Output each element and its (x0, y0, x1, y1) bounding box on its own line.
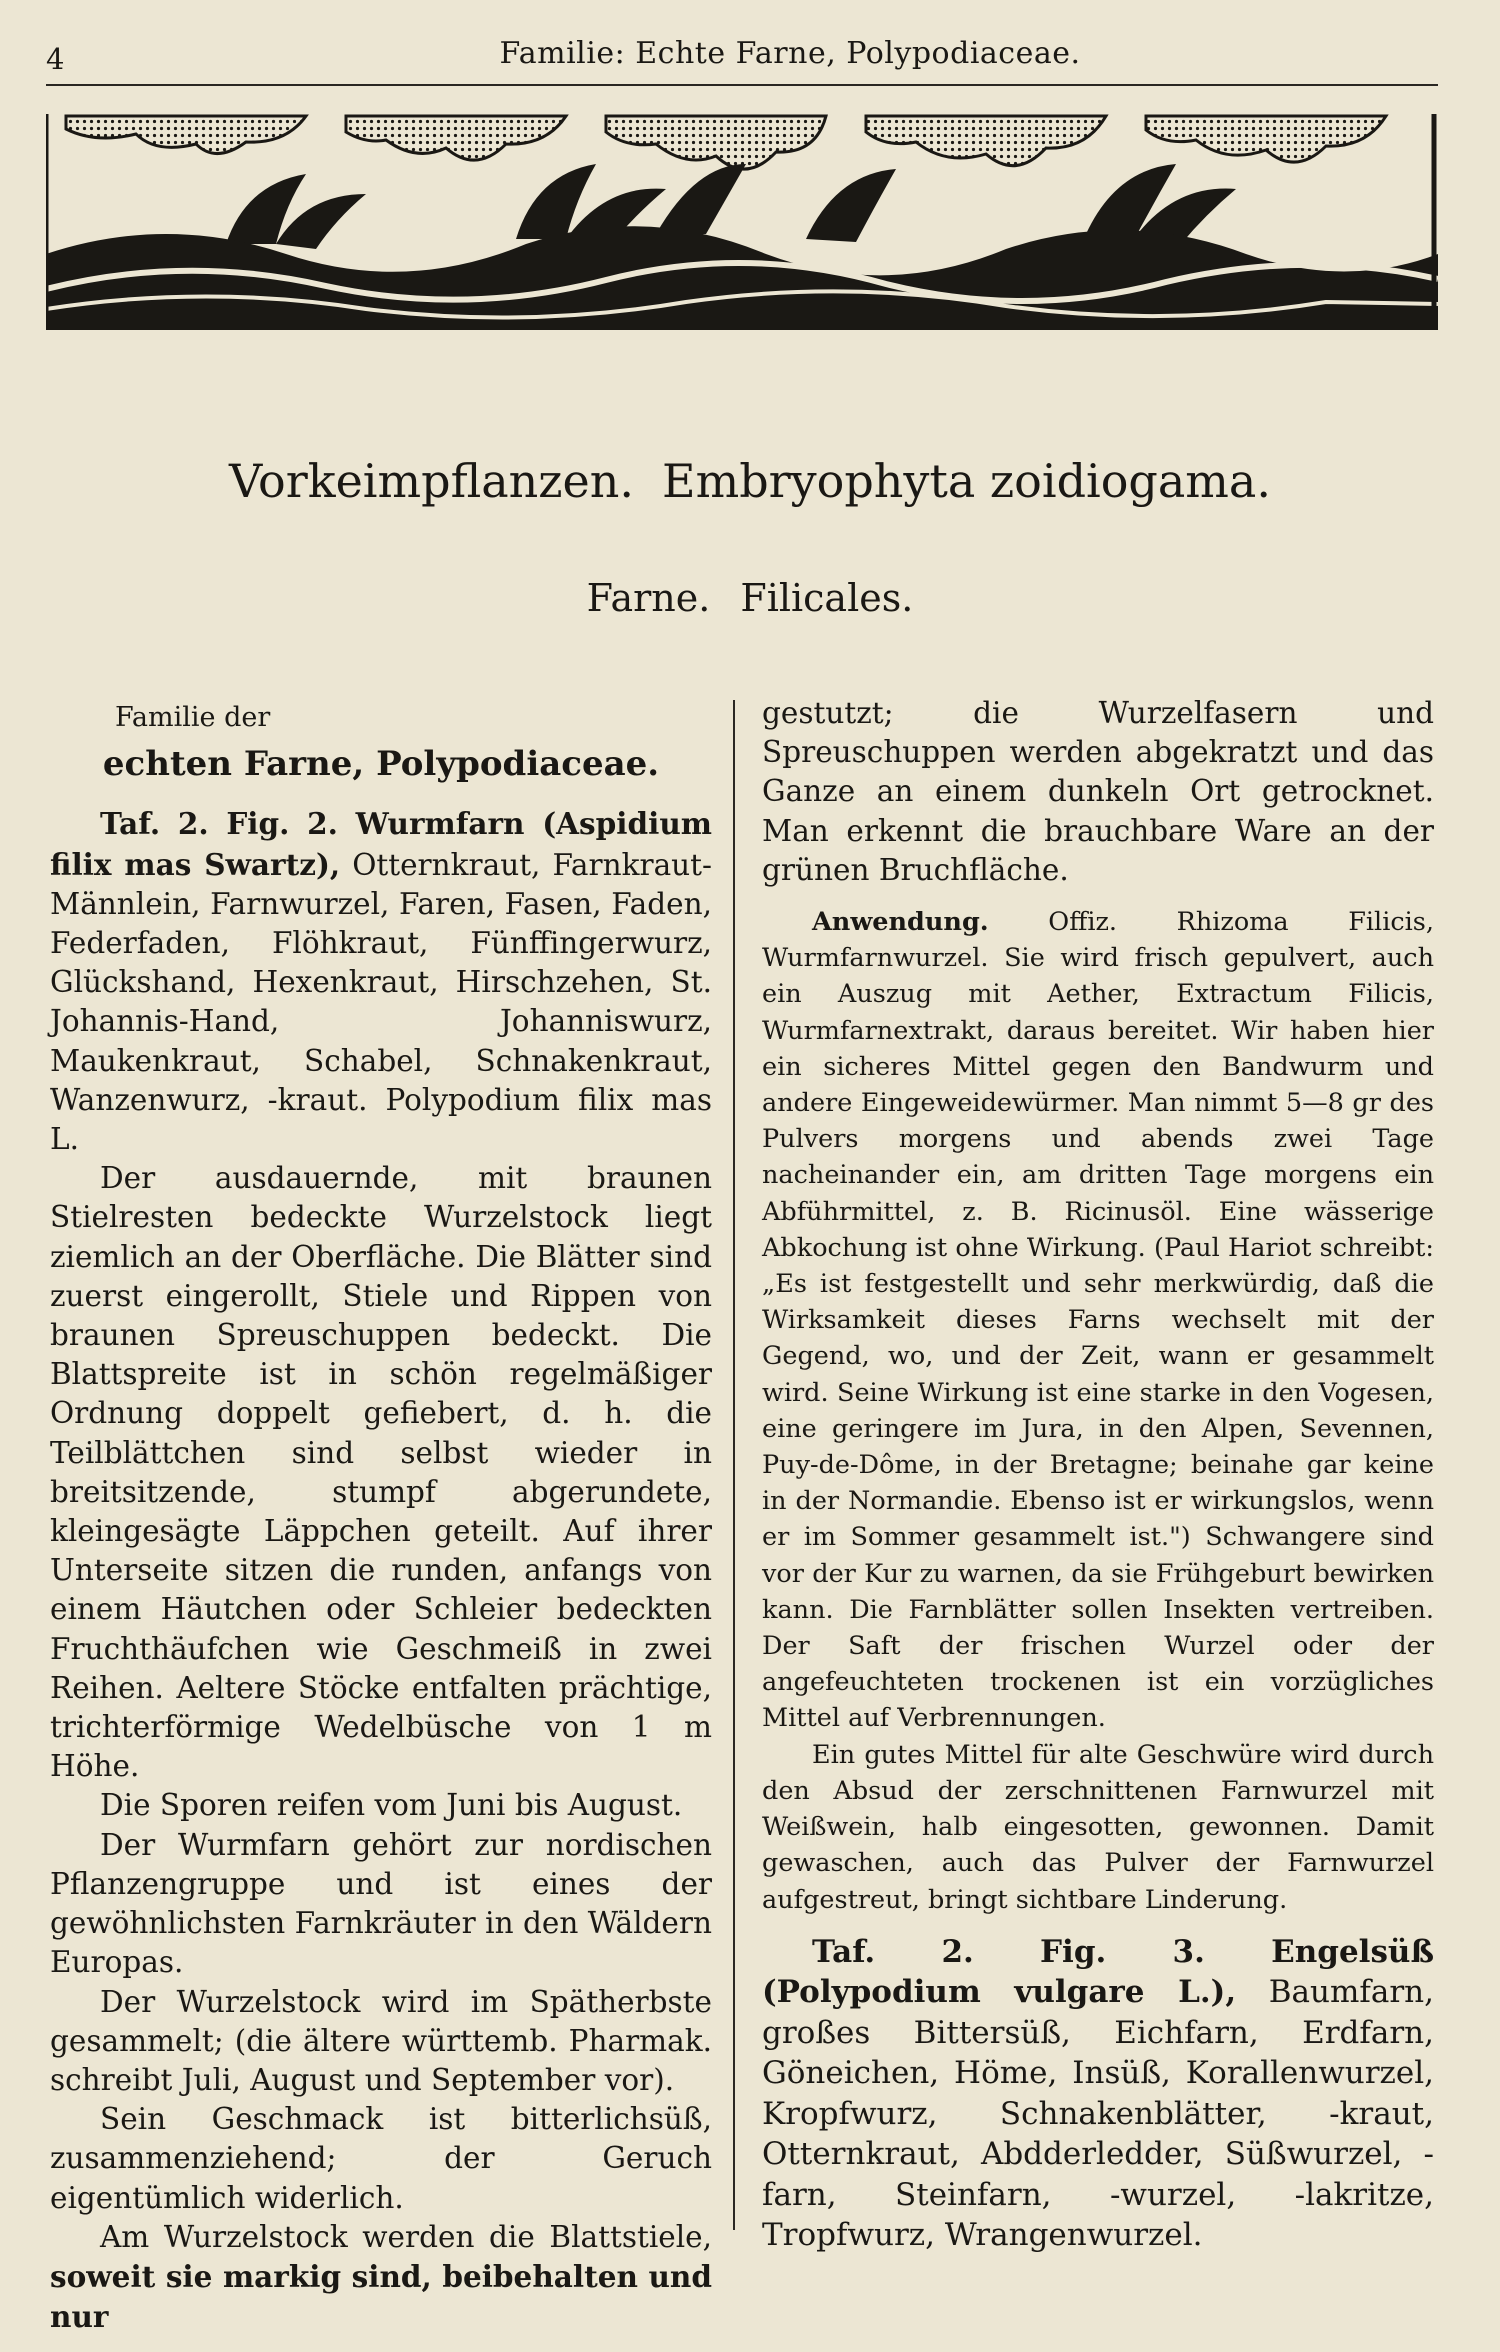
order-title (0, 576, 1500, 620)
paragraph-part: Am Wurzelstock werden die Blattstiele, (100, 2219, 712, 2254)
running-head: Familie: Echte Farne, Polypodiaceae. (499, 36, 1081, 71)
paragraph: Die Sporen reifen vom Juni bis August. (100, 1788, 683, 1823)
paragraph-body: Offiz. Rhizoma Filicis, Wurmfarnwurzel. Sie wird frisch gepulvert, auch ein Auszug mit Aether, Extractum Filicis, Wurmfarnextrakt, daraus bereitet. Wir haben hier ein sicheres Mittel gegen den Bandwurm und andere Eingeweidewürmer. Man nimmt 5—8 gr des Pulvers morgens und abends zwei Tage nacheinander ein, am dritten Tage morgens ein Abführmittel, z. B. Ricinusöl. Eine wässerige Abkochung ist ohne Wirkung. (Paul Hariot schreibt: „Es ist festgestellt und sehr merkwürdig, daß die Wirksamkeit dieses Farns wechselt mit der Gegend, wo, und der Zeit, wann er gesammelt wird. Seine Wirkung ist eine starke in den Vogesen, eine geringere im Jura, in den Alpen, Sevennen, Puy-de-Dôme, in der Bretagne; beinahe gar keine in der Normandie. Ebenso ist er wirkungslos, wenn er im Sommer gesammelt ist.") Schwangere sind vor der Kur zu warnen, da sie Frühgeburt bewirken kann. Die Farnblätter sollen Insekten vertreiben. Der Saft der frischen Wurzel oder der angefeuchteten trockenen ist ein vorzügliches Mittel auf Verbrennungen. (762, 907, 1434, 1734)
entry-ref-engelsuess: Taf. 2. Fig. 3. Engelsüß (Polypodium vulgare L.), (762, 1933, 1434, 2011)
paragraph-bold-part: soweit sie markig sind, beibehalten und nur (50, 2258, 712, 2335)
entry-engelsuess (762, 1932, 1434, 2256)
page-number: 4 (46, 42, 65, 76)
paragraph-anwendung (762, 904, 1434, 1737)
paragraph: Der Wurzelstock wird im Spätherbste gesammelt; (die ältere württemb. Pharmak. schreibt Juli, August und September vor). (50, 1984, 712, 2097)
section-title (0, 454, 1500, 508)
order-title-german: Farne. (586, 576, 711, 620)
entry-text-wurmfarn: Otternkraut, Farnkraut-Männlein, Farnwurzel, Faren, Fasen, Faden, Federfaden, Flöhkraut, Fünffingerwurz, Glückshand, Hexenkraut, Hirschzehen, St. Johannis-Hand, Johanniswurz, Maukenkraut, Schabel, Schnakenkraut, Wanzenwurz, -kraut. Polypodium filix mas L. (50, 847, 712, 1157)
paragraph: Sein Geschmack ist bitterlichsüß, zusammenziehend; der Geruch eigentümlich widerlich. (50, 2102, 712, 2215)
paragraph: gestutzt; die Wurzelfasern und Spreuschuppen werden abgekratzt und das Ganze an einem dunkeln Ort getrocknet. Man erkennt die brauchbare Ware an der grünen Bruchfläche. (762, 696, 1434, 887)
right-column (762, 694, 1434, 2256)
paragraph: Der Wurmfarn gehört zur nordischen Pflanzengruppe und ist eines der gewöhnlichsten Farnkräuter in den Wäldern Europas. (50, 1827, 712, 1980)
family-name: echten Farne, Polypodiaceae. (102, 744, 660, 785)
paragraph-head: Anwendung. (812, 907, 989, 938)
family-label: Familie der (115, 702, 271, 733)
entry-text-engelsuess: Baumfarn, großes Bittersüß, Eichfarn, Erdfarn, Göneichen, Höme, Insüß, Korallenwurzel, Kropfwurz, Schnakenblätter, -kraut, Otternkraut, Abdderledder, Süßwurzel, -farn, Steinfarn, -wurzel, -lakritze, Tropfwurz, Wrangenwurzel. (762, 1974, 1434, 2254)
header-rule (46, 84, 1438, 86)
ornament-frieze (46, 104, 1438, 330)
order-title-latin: Filicales. (740, 576, 914, 620)
column-divider (733, 700, 735, 2230)
section-title-latin: Embryophyta zoidiogama. (662, 454, 1271, 508)
paragraph (50, 2218, 712, 2338)
entry-ref-wurmfarn: Taf. 2. Fig. 2. Wurmfarn (Aspidium filix mas Swartz), (50, 806, 712, 882)
section-title-german: Vorkeimpflanzen. (229, 454, 635, 508)
entry-wurmfarn (50, 804, 712, 1159)
paragraph: Ein gutes Mittel für alte Geschwüre wird durch den Absud der zerschnittenen Farnwurzel mit Weißwein, halb eingesotten, gewonnen. Damit gewaschen, auch das Pulver der Farnwurzel aufgestreut, bringt sichtbare Linderung. (762, 1739, 1434, 1915)
paragraph: Der ausdauernde, mit braunen Stielresten bedeckte Wurzelstock liegt ziemlich an der Oberfläche. Die Blätter sind zuerst eingerollt, Stiele und Rippen von braunen Spreuschuppen bedeckt. Die Blattspreite ist in schön regelmäßiger Ordnung doppelt gefiebert, d. h. die Teilblättchen sind selbst wieder in breitsitzende, stumpf abgerundete, kleingesägte Läppchen geteilt. Auf ihrer Unterseite sitzen die runden, anfangs von einem Häutchen oder Schleier bedeckten Fruchthäufchen wie Geschmeiß in zwei Reihen. Aeltere Stöcke entfalten prächtige, trichterförmige Wedelbüsche von 1 m Höhe. (50, 1161, 712, 1784)
left-column (50, 694, 712, 2337)
